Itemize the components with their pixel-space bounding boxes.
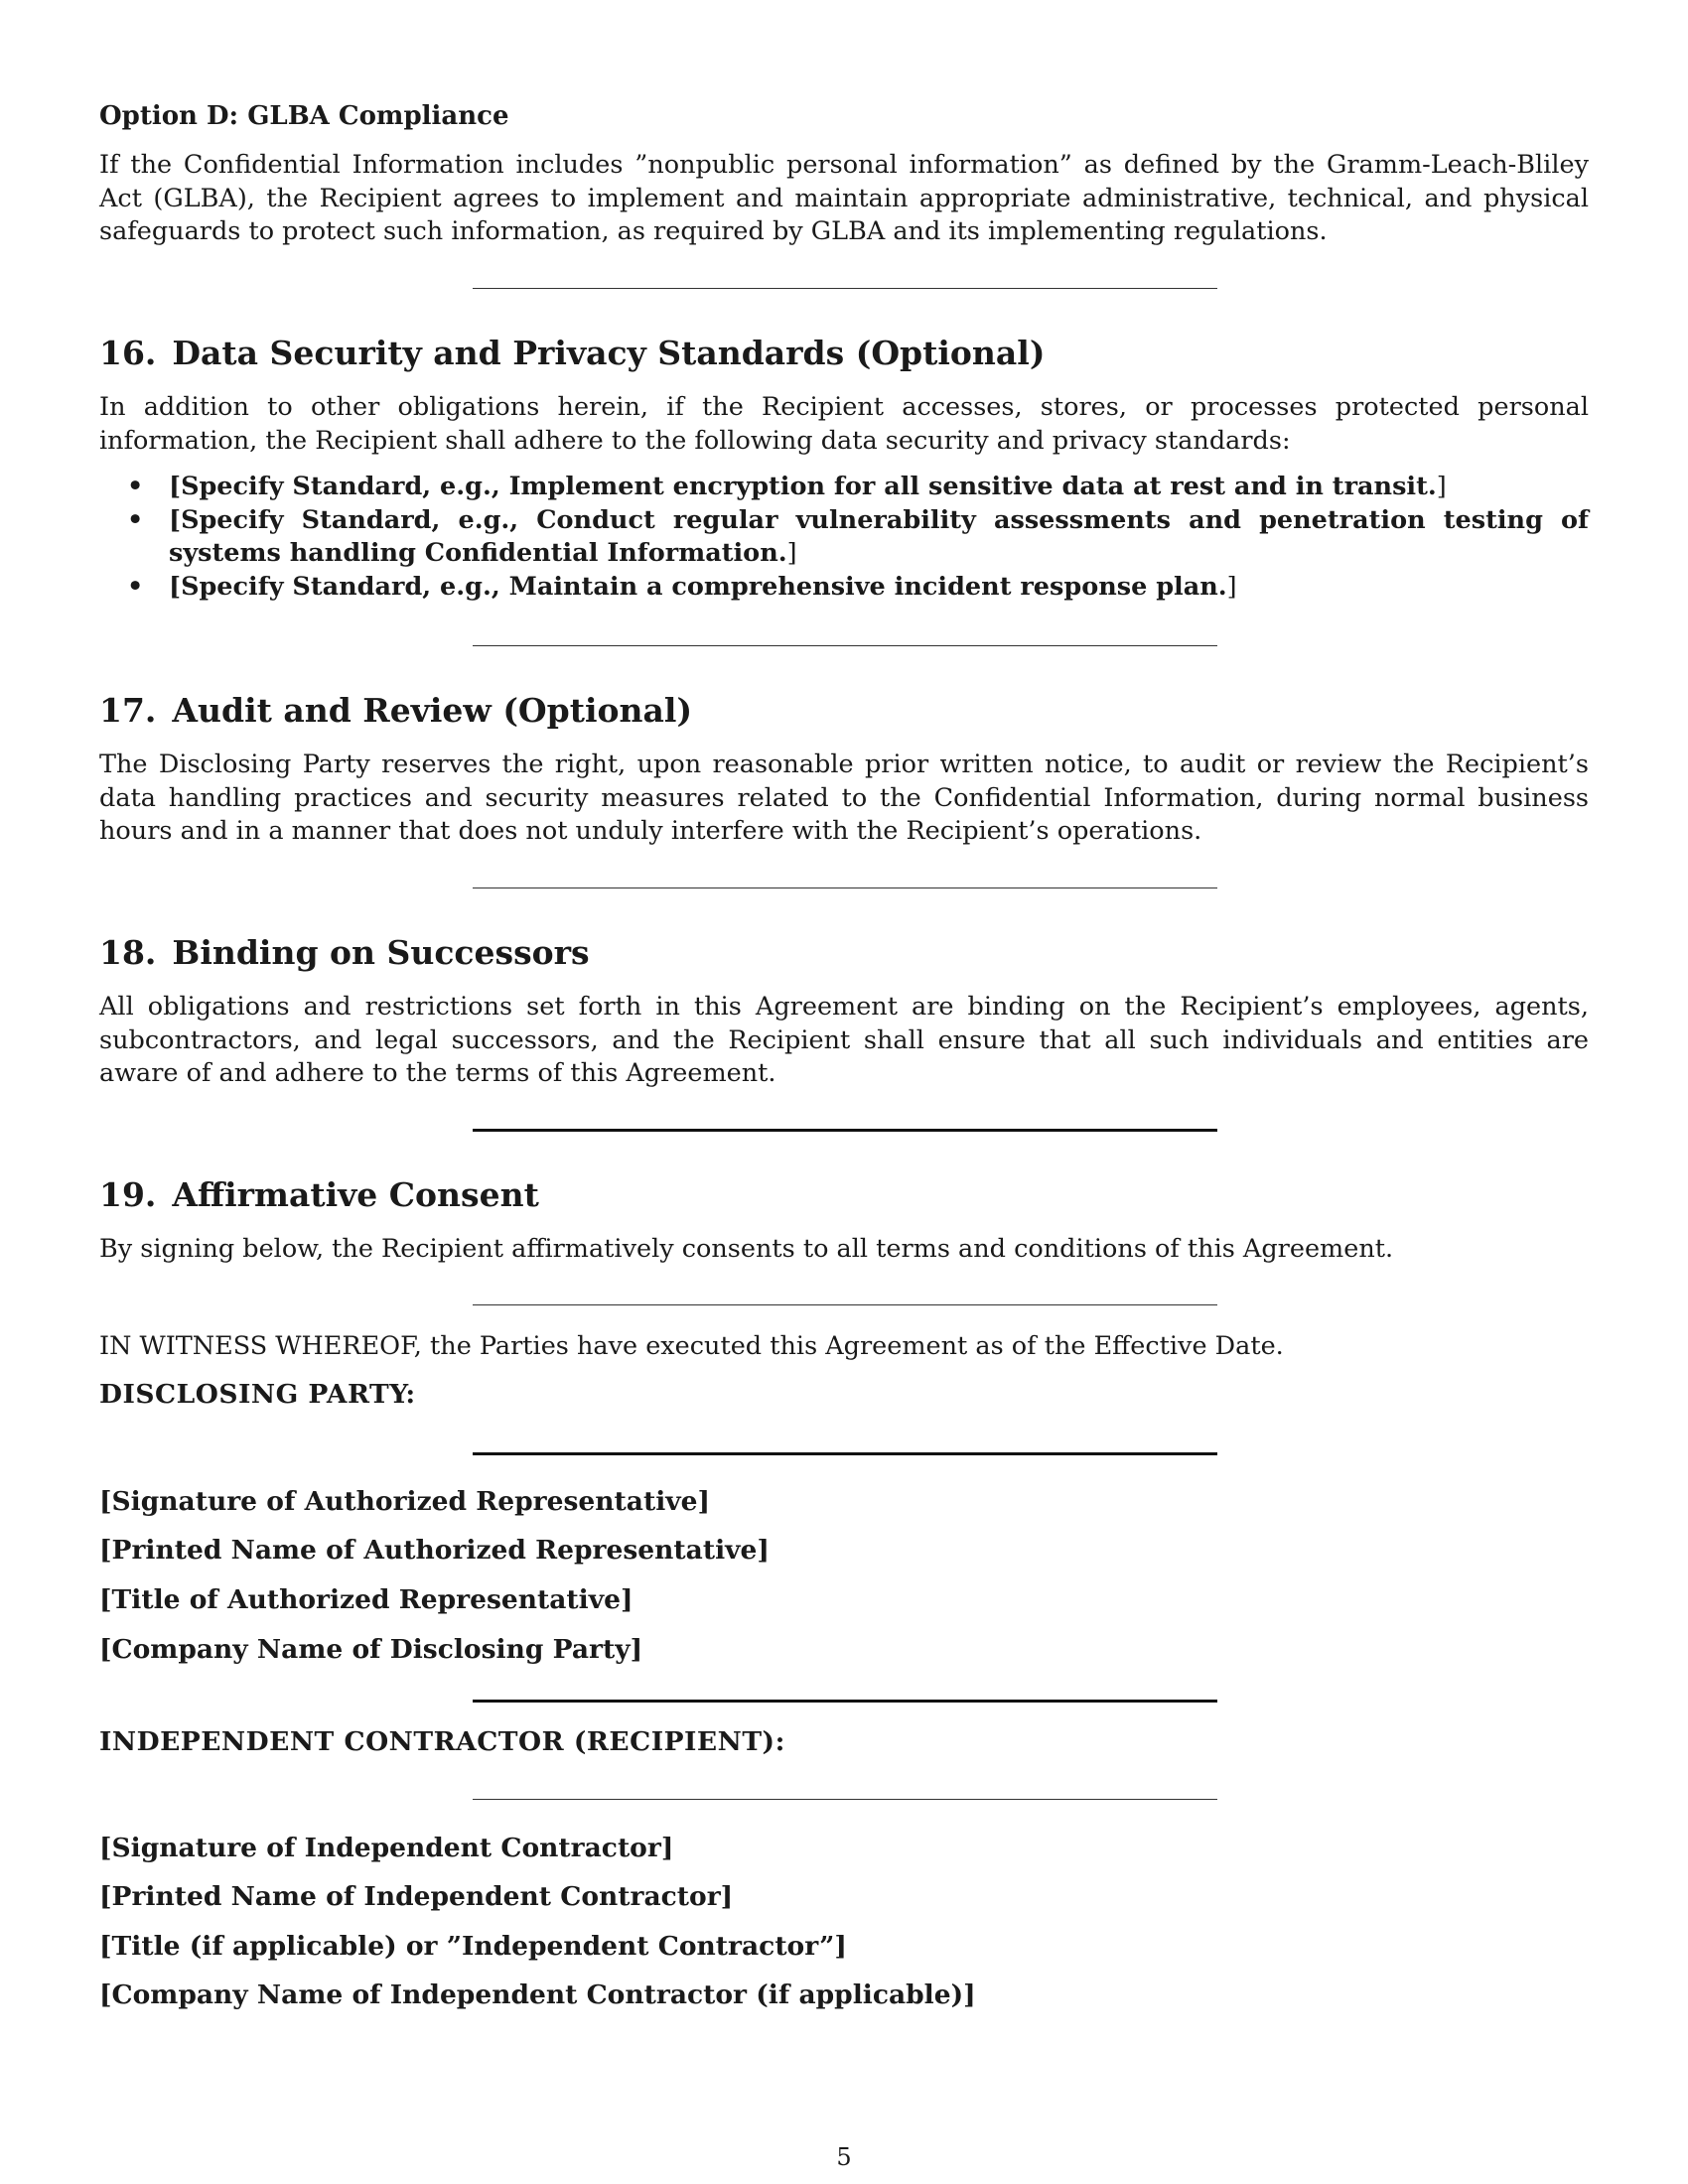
section-17-number: 17.	[99, 691, 157, 730]
section-divider	[473, 645, 1217, 646]
recipient-title-label: [Title (if applicable) or ”Independent Contractor”]	[99, 1931, 847, 1962]
disclosing-printed-name-label: [Printed Name of Authorized Representative]	[99, 1535, 770, 1566]
section-16-title-text: Data Security and Privacy Standards (Optional)	[172, 334, 1046, 372]
disclosing-company-label: [Company Name of Disclosing Party]	[99, 1634, 643, 1665]
section-18-title-text: Binding on Successors	[172, 933, 590, 972]
bullet-icon: •	[127, 504, 144, 535]
page-number: 5	[836, 2143, 852, 2171]
disclosing-signature-label: [Signature of Authorized Representative]	[99, 1486, 711, 1517]
disclosing-title-label: [Title of Authorized Representative]	[99, 1584, 633, 1615]
list-item: • [Specify Standard, e.g., Implement encryption for all sensitive data at rest and in transit.]	[169, 471, 1589, 504]
recipient-printed-name-label: [Printed Name of Independent Contractor]	[99, 1881, 734, 1912]
signature-line	[473, 1799, 1217, 1800]
section-19-title	[99, 1175, 1589, 1215]
section-17-title-text: Audit and Review (Optional)	[172, 691, 693, 730]
section-divider	[473, 887, 1217, 888]
section-18-title	[99, 933, 1589, 973]
section-16-standards-list	[99, 471, 1589, 604]
section-19-body: By signing below, the Recipient affirmatively consents to all terms and conditions of this Agreement.	[99, 1234, 1394, 1264]
section-16-number: 16.	[99, 334, 157, 372]
section-divider	[473, 1129, 1217, 1132]
section-16-title	[99, 334, 1589, 373]
section-19-title-text: Affirmative Consent	[172, 1175, 539, 1214]
section-19-number: 19.	[99, 1175, 157, 1214]
section-17-title	[99, 691, 1589, 731]
bullet-icon: •	[127, 472, 144, 501]
option-d-body: If the Confidential Information includes ”nonpublic personal information” as defined by the Gramm-Leach-Bliley Act (GLBA), the Recipient agrees to implement and maintain appropriate administrative, technical, and physical safeguards to protect such information, as required by GLBA and its implementing regulations.	[99, 150, 1589, 246]
recipient-company-label: [Company Name of Independent Contractor (if applicable)]	[99, 1979, 976, 2010]
signature-line	[473, 1452, 1217, 1455]
section-divider	[473, 1700, 1217, 1703]
section-18-number: 18.	[99, 933, 157, 972]
witness-statement: IN WITNESS WHEREOF, the Parties have executed this Agreement as of the Effective Date.	[99, 1331, 1284, 1361]
recipient-signature-label: [Signature of Independent Contractor]	[99, 1833, 674, 1863]
list-item: • [Specify Standard, e.g., Maintain a comprehensive incident response plan.]	[169, 571, 1589, 605]
option-d-heading: Option D: GLBA Compliance	[99, 101, 509, 131]
disclosing-party-heading: DISCLOSING PARTY:	[99, 1379, 416, 1410]
section-divider	[473, 288, 1217, 289]
list-item: • [Specify Standard, e.g., Conduct regular vulnerability assessments and penetration testing of systems handling Confidential Information.]	[127, 504, 1589, 568]
section-divider	[473, 1304, 1217, 1305]
section-17-body: The Disclosing Party reserves the right, upon reasonable prior written notice, to audit or review the Recipient’s data handling practices and security measures related to the Confidential Information, during normal business hours and in a manner that does not unduly interfere with the Recipient’s operations.	[99, 750, 1589, 846]
bullet-icon: •	[127, 571, 144, 602]
recipient-heading: INDEPENDENT CONTRACTOR (RECIPIENT):	[99, 1726, 785, 1757]
section-16-body: In addition to other obligations herein, if the Recipient accesses, stores, or processes protected personal information, the Recipient shall adhere to the following data security and privacy standards:	[99, 392, 1589, 456]
section-18-body: All obligations and restrictions set forth in this Agreement are binding on the Recipient’s employees, agents, subcontractors, and legal successors, and the Recipient shall ensure that all such individuals and entities are aware of and adhere to the terms of this Agreement.	[99, 992, 1589, 1088]
